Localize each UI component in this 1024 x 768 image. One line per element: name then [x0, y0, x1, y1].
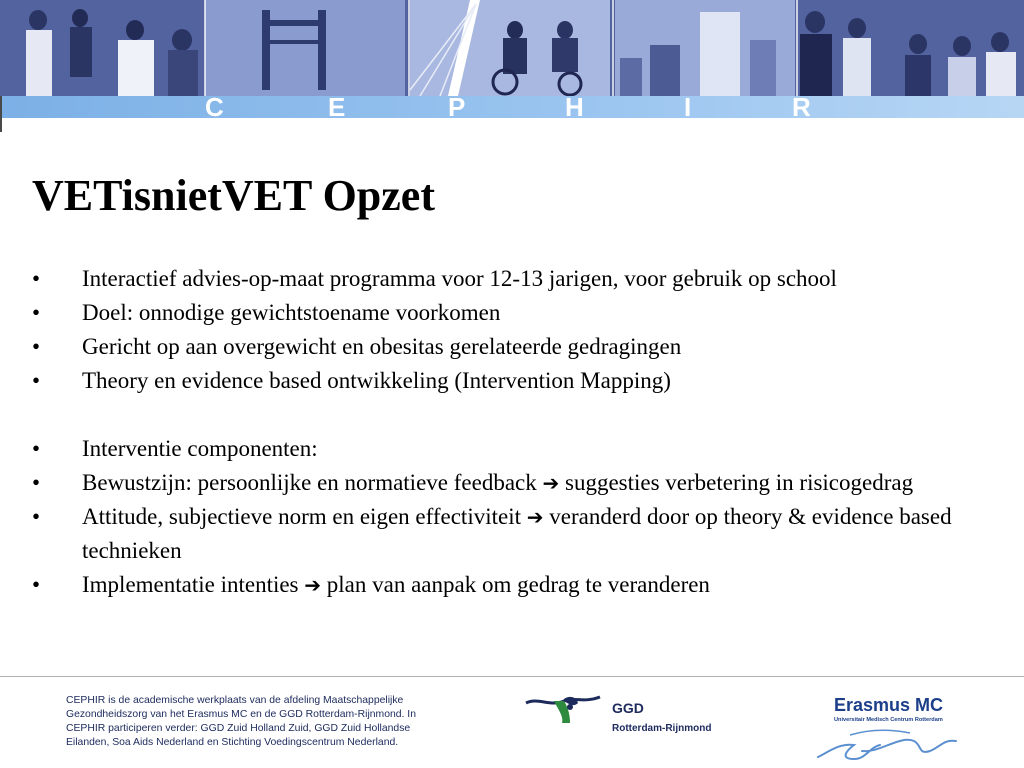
brand-letter: R — [792, 92, 811, 118]
description-line: Eilanden, Soa Aids Nederland en Stichting Voedingscentrum Nederland. — [66, 737, 399, 748]
bullet-text: suggesties verbetering in risicogedrag — [565, 470, 914, 495]
ggd-name: GGD — [612, 700, 644, 716]
bullet-item — [32, 262, 1017, 296]
bullet-text: Interventie componenten: — [82, 436, 318, 461]
erasmus-mc-logo: Erasmus MC — [834, 695, 944, 715]
bullet-text: Attitude, subjectieve norm en eigen effectiviteit — [82, 504, 521, 529]
ggd-region: Rotterdam-Rijnmond — [612, 723, 712, 734]
brand-letter: C — [205, 92, 224, 118]
bullet-item — [32, 568, 1017, 602]
banner-edge-line — [0, 96, 2, 132]
bullet-item — [32, 330, 1017, 364]
bullet-item — [32, 500, 1017, 568]
brand-letter: P — [448, 92, 466, 118]
description-line: CEPHIR is de academische werkplaats van de afdeling Maatschappelijke — [66, 695, 404, 706]
bullet-item — [32, 466, 1017, 500]
bullet-item — [32, 296, 1017, 330]
erasmus-mc-subtitle: Universitair Medisch Centrum Rotterdam — [834, 717, 943, 723]
city-photo-collage — [0, 0, 1024, 96]
bullet-symbol: • — [32, 368, 41, 393]
bullet-symbol: • — [32, 470, 41, 495]
ggd-logo-icon — [524, 691, 604, 725]
bullet-symbol: • — [32, 572, 41, 597]
bullet-symbol: • — [32, 504, 41, 529]
arrow-icon: ➔ — [304, 573, 322, 597]
bullet-text: veranderd door op theory & evidence based technieken — [82, 504, 952, 563]
description-line: Gezondheidszorg van het Erasmus MC en de GGD Rotterdam-Rijnmond. In — [66, 709, 416, 720]
bullet-text: plan van aanpak om gedrag te veranderen — [326, 572, 710, 597]
bullet-symbol: • — [32, 266, 41, 291]
bullet-symbol: • — [32, 300, 41, 325]
erasmus-signature-icon — [810, 721, 970, 765]
bullet-item — [32, 364, 1017, 398]
list-spacer — [32, 398, 1017, 432]
bullet-symbol: • — [32, 334, 41, 359]
description-line: CEPHIR participeren verder: GGD Zuid Holland Zuid, GGD Zuid Hollandse — [66, 723, 411, 734]
cephir-brand-letters — [0, 92, 1024, 118]
bullet-text: Implementatie intenties — [82, 572, 299, 597]
bullet-text: Bewustzijn: persoonlijke en normatieve feedback — [82, 470, 537, 495]
bullet-text: Gericht op aan overgewicht en obesitas gerelateerde gedragingen — [82, 334, 682, 359]
brand-letter: I — [684, 92, 692, 118]
bullet-symbol: • — [32, 436, 41, 461]
footer — [0, 676, 1024, 768]
arrow-icon: ➔ — [542, 471, 560, 495]
bullet-text: Interactief advies-op-maat programma voor 12-13 jarigen, voor gebruik op school — [82, 266, 837, 291]
bullet-item — [32, 432, 1017, 466]
bullet-list — [32, 262, 1017, 602]
brand-letter: H — [565, 92, 584, 118]
arrow-icon: ➔ — [526, 505, 544, 529]
header-banner — [0, 0, 1024, 118]
bullet-text: Theory en evidence based ontwikkeling (Intervention Mapping) — [82, 368, 671, 393]
bullet-text: Doel: onnodige gewichtstoename voorkomen — [82, 300, 501, 325]
cephir-description — [66, 694, 466, 750]
slide-title: VETisnietVET Opzet — [32, 171, 435, 220]
brand-letter: E — [328, 92, 346, 118]
